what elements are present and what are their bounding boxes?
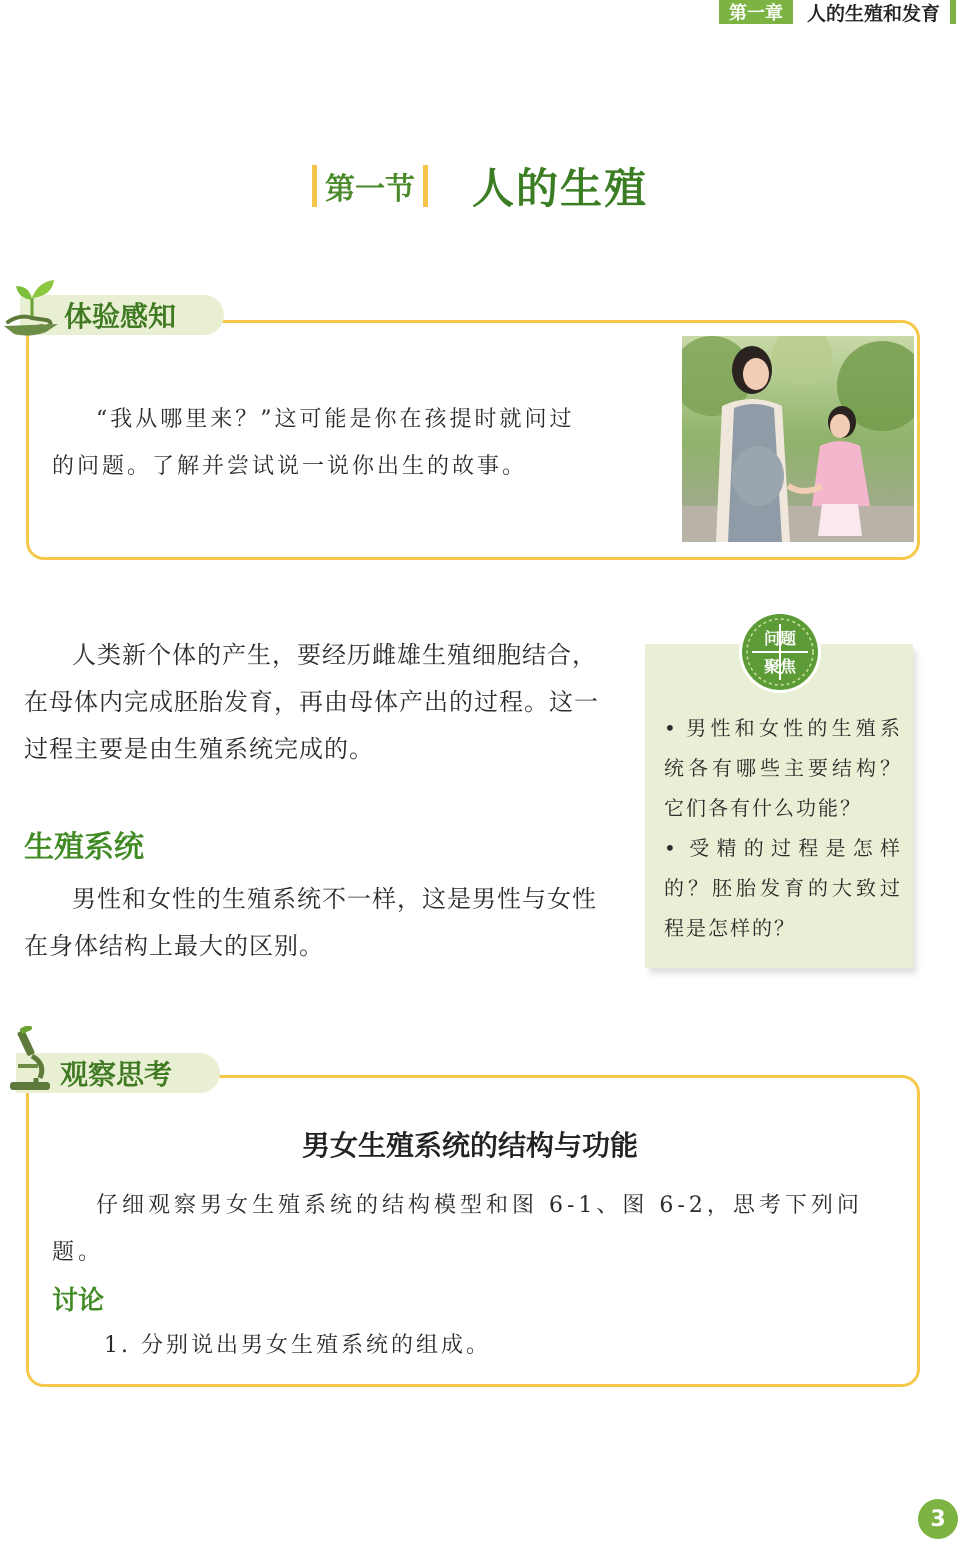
chapter-header [719,0,960,26]
section-number: 第一节 [324,172,415,207]
mother-daughter-photo [682,336,914,542]
focus-item: • 男性和女性的生殖系统各有哪些主要结构？它们各有什么功能？ [664,716,902,820]
chapter-bar [950,0,956,24]
intro-paragraph: 人类新个体的产生，要经历雌雄生殖细胞结合，在母体内完成胚胎发育，再由母体产出的过程。这一过程主要是由生殖系统完成的。 [24,641,599,763]
experience-label-text: 体验感知 [64,300,177,333]
focus-item: • 受精的过程是怎样的？胚胎发育的大致过程是怎样的？ [664,836,902,940]
observe-text: 仔细观察男女生殖系统的结构模型和图 6-1、图 6-2，思考下列问题。 [52,1193,863,1265]
reproductive-paragraph: 男性和女性的生殖系统不一样，这是男性与女性在身体结构上最大的区别。 [24,885,597,960]
chapter-title: 人的生殖和发育 [806,2,940,25]
focus-badge-icon [738,610,822,694]
focus-badge-top: 问题 [763,629,797,648]
observe-title: 男女生殖系统的结构与功能 [301,1129,638,1162]
section-title [0,156,960,216]
microscope-icon [6,1026,56,1092]
section-bar-right [423,165,428,207]
discuss-heading: 讨论 [52,1286,105,1316]
subheading-reproductive-system: 生殖系统 [24,830,144,865]
focus-item-text: 受精的过程是怎样的？胚胎发育的大致过程是怎样的？ [664,836,902,940]
experience-text [52,396,662,490]
experience-line-2: 的问题。了解并尝试说一说你出生的故事。 [52,454,528,479]
sprout-hand-icon [2,276,62,338]
focus-list [664,708,902,948]
experience-line-1: “我从哪里来？”这可能是你在孩提时就问过 [96,407,575,432]
section-name: 人的生殖 [471,164,648,213]
observe-label-text: 观察思考 [60,1058,173,1091]
page-number: 3 [918,1499,958,1539]
focus-badge-bottom: 聚焦 [763,657,797,676]
discuss-question-1: 1. 分别说出男女生殖系统的组成。 [104,1333,491,1358]
section-number-wrap [312,164,428,208]
chapter-tag: 第一章 [719,0,793,24]
focus-item-text: 男性和女性的生殖系统各有哪些主要结构？它们各有什么功能？ [664,716,902,820]
